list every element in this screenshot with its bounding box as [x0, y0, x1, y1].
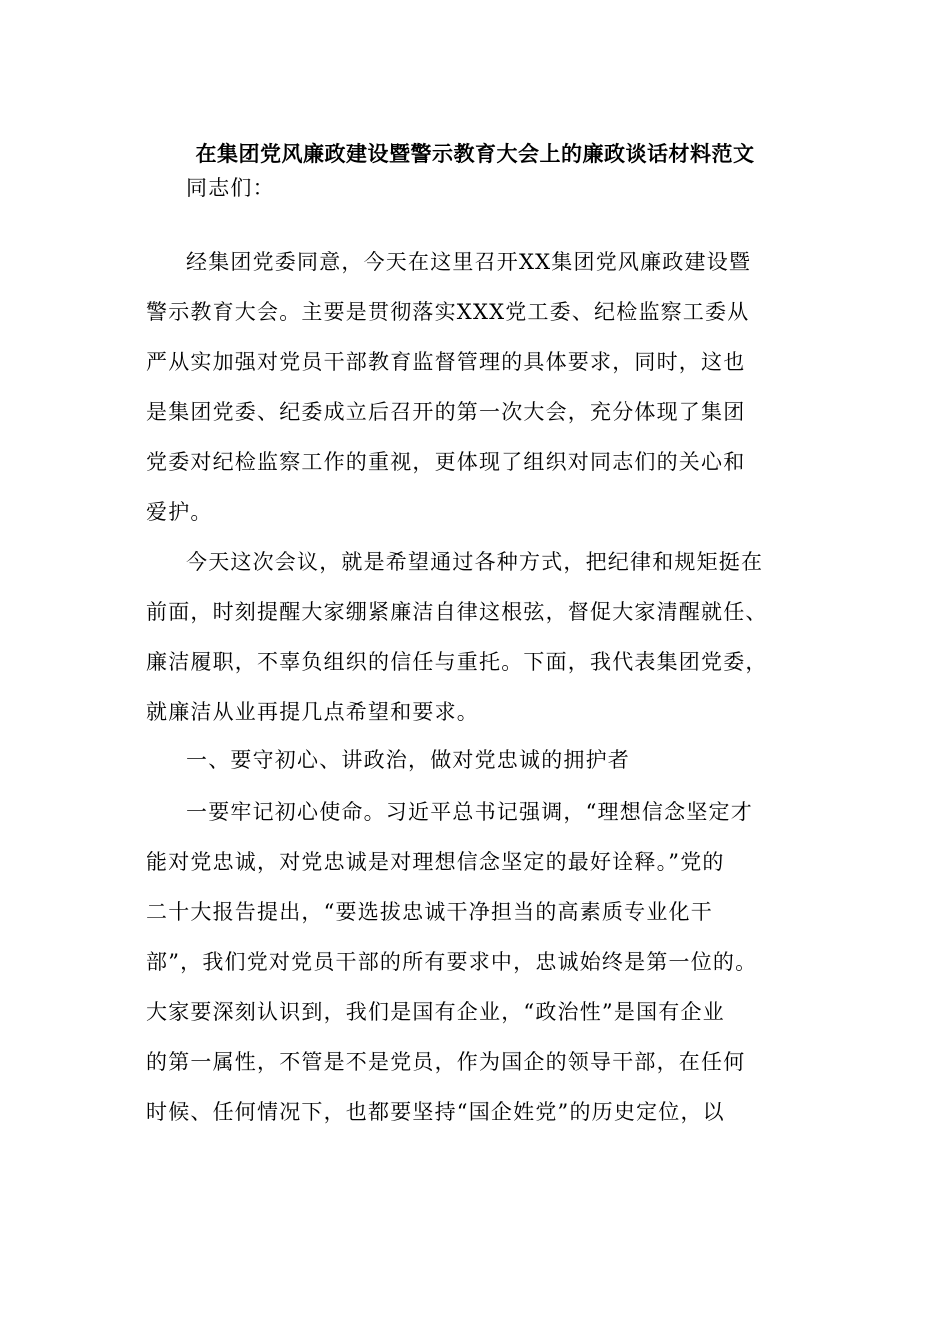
- paragraph-line: 严从实加强对党员干部教育监督管理的具体要求，同时，这也: [146, 350, 746, 374]
- paragraph-line: 爱护。: [146, 500, 213, 524]
- document-title: 在集团党风廉政建设暨警示教育大会上的廉政谈话材料范文: [195, 142, 755, 166]
- paragraph-line: 能对党忠诚，对党忠诚是对理想信念坚定的最好诠释。”党的: [146, 850, 725, 874]
- section-heading: 一、要守初心、讲政治，做对党忠诚的拥护者: [186, 748, 630, 772]
- paragraph-line: 的第一属性，不管是不是党员，作为国企的领导干部，在任何: [146, 1050, 746, 1074]
- paragraph-line: 部”，我们党对党员干部的所有要求中，忠诚始终是第一位的。: [146, 950, 758, 974]
- paragraph-line: 是集团党委、纪委成立后召开的第一次大会，充分体现了集团: [146, 400, 746, 424]
- paragraph-line: 就廉洁从业再提几点希望和要求。: [146, 700, 479, 724]
- salutation: 同志们：: [186, 176, 275, 200]
- paragraph-line: 时候、任何情况下，也都要坚持“国企姓党”的历史定位，以: [146, 1100, 725, 1124]
- paragraph-line: 警示教育大会。主要是贯彻落实XXX党工委、纪检监察工委从: [146, 300, 750, 324]
- paragraph-line: 廉洁履职，不辜负组织的信任与重托。下面，我代表集团党委，: [146, 650, 768, 674]
- paragraph-line: 今天这次会议，就是希望通过各种方式，把纪律和规矩挺在: [186, 550, 764, 574]
- paragraph-line: 一要牢记初心使命。习近平总书记强调，“理想信念坚定才: [186, 800, 753, 824]
- paragraph-line: 前面，时刻提醒大家绷紧廉洁自律这根弦，督促大家清醒就任、: [146, 600, 768, 624]
- paragraph-line: 二十大报告提出，“要选拔忠诚干净担当的高素质专业化干: [146, 900, 713, 924]
- paragraph-line: 经集团党委同意，今天在这里召开XX集团党风廉政建设暨: [186, 250, 752, 274]
- paragraph-line: 大家要深刻认识到，我们是国有企业，“政治性”是国有企业: [146, 1000, 725, 1024]
- paragraph-line: 党委对纪检监察工作的重视，更体现了组织对同志们的关心和: [146, 450, 746, 474]
